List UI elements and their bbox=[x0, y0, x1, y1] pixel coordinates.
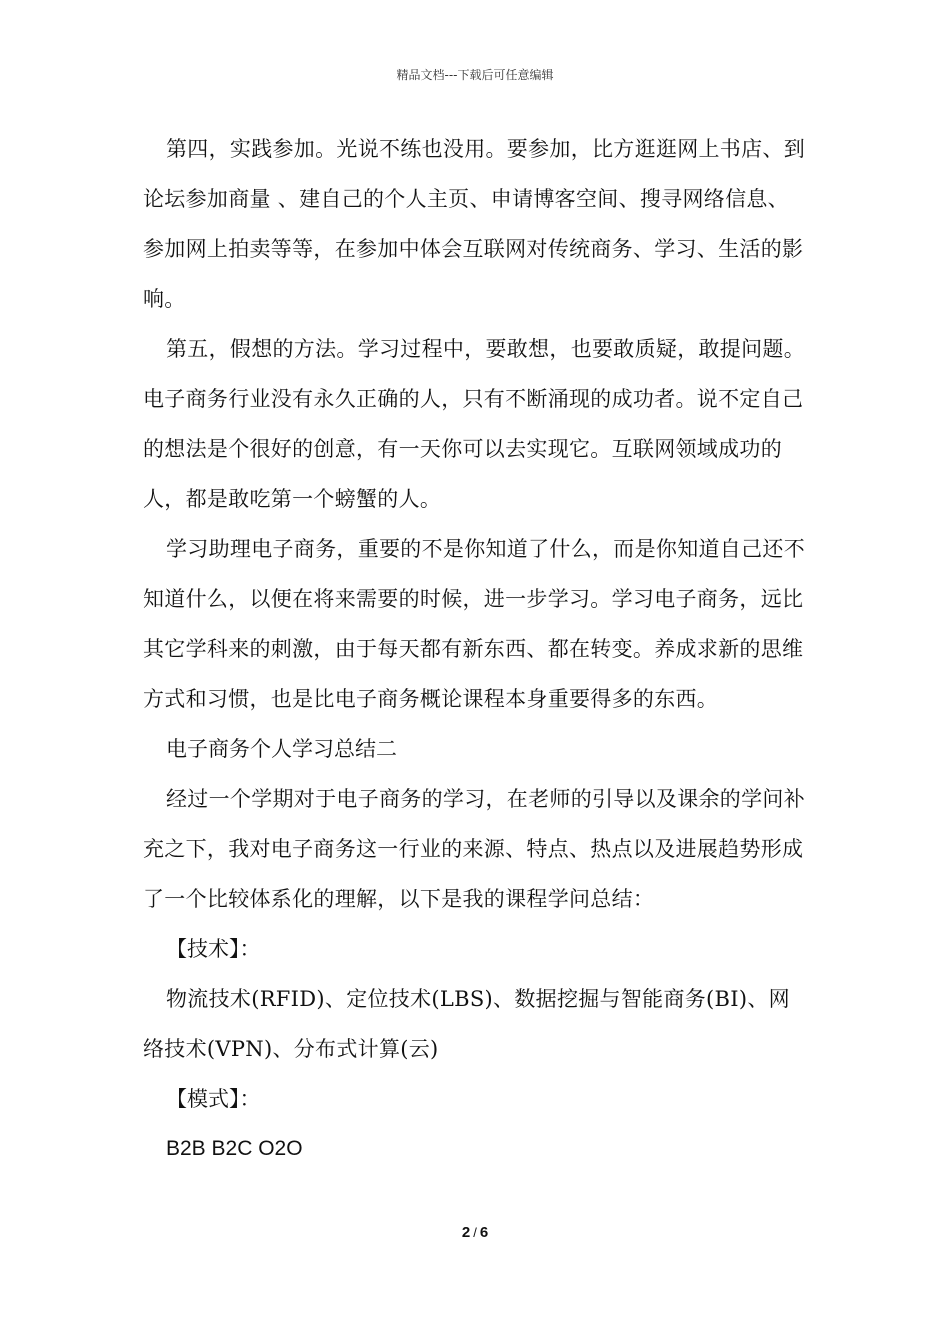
tech-list: 物流技术(RFID)、定位技术(LBS)、数据挖掘与智能商务(BI)、网络技术(VPN)、分布式计算(云) bbox=[143, 987, 790, 1061]
paragraph-imagination: 第五，假想的方法。学习过程中，要敢想，也要敢质疑，敢提问题。电子商务行业没有永久正确的人，只有不断涌现的成功者。说不定自己的想法是个很好的创意，有一天你可以去实现它。互联网领域成功的人，都是敢吃第一个螃蟹的人。 bbox=[143, 337, 805, 511]
document-body bbox=[143, 124, 808, 1174]
mode-heading: 【模式】： bbox=[166, 1087, 261, 1111]
mode-list: B2B B2C O2O bbox=[166, 1137, 303, 1160]
tech-heading: 【技术】： bbox=[166, 937, 261, 961]
current-page: 2 bbox=[461, 1224, 471, 1241]
page-number bbox=[0, 1224, 950, 1241]
page-header: 精品文档---下载后可任意编辑 bbox=[396, 68, 554, 82]
section-title: 电子商务个人学习总结二 bbox=[166, 737, 397, 761]
page-separator: / bbox=[473, 1225, 477, 1240]
paragraph-practice: 第四，实践参加。光说不练也没用。要参加，比方逛逛网上书店、到论坛参加商量 、建自己的个人主页、申请博客空间、搜寻网络信息、参加网上拍卖等等，在参加中体会互联网对传统商务、学习、生活的影响。 bbox=[143, 137, 805, 311]
paragraph-learning: 学习助理电子商务，重要的不是你知道了什么，而是你知道自己还不知道什么，以便在将来需要的时候，进一步学习。学习电子商务，远比其它学科来的刺激，由于每天都有新东西、都在转变。养成求新的思维方式和习惯，也是比电子商务概论课程本身重要得多的东西。 bbox=[143, 537, 805, 711]
paragraph-summary-intro: 经过一个学期对于电子商务的学习，在老师的引导以及课余的学问补充之下，我对电子商务这一行业的来源、特点、热点以及进展趋势形成了一个比较体系化的理解，以下是我的课程学问总结： bbox=[143, 787, 805, 911]
total-pages: 6 bbox=[479, 1224, 489, 1241]
